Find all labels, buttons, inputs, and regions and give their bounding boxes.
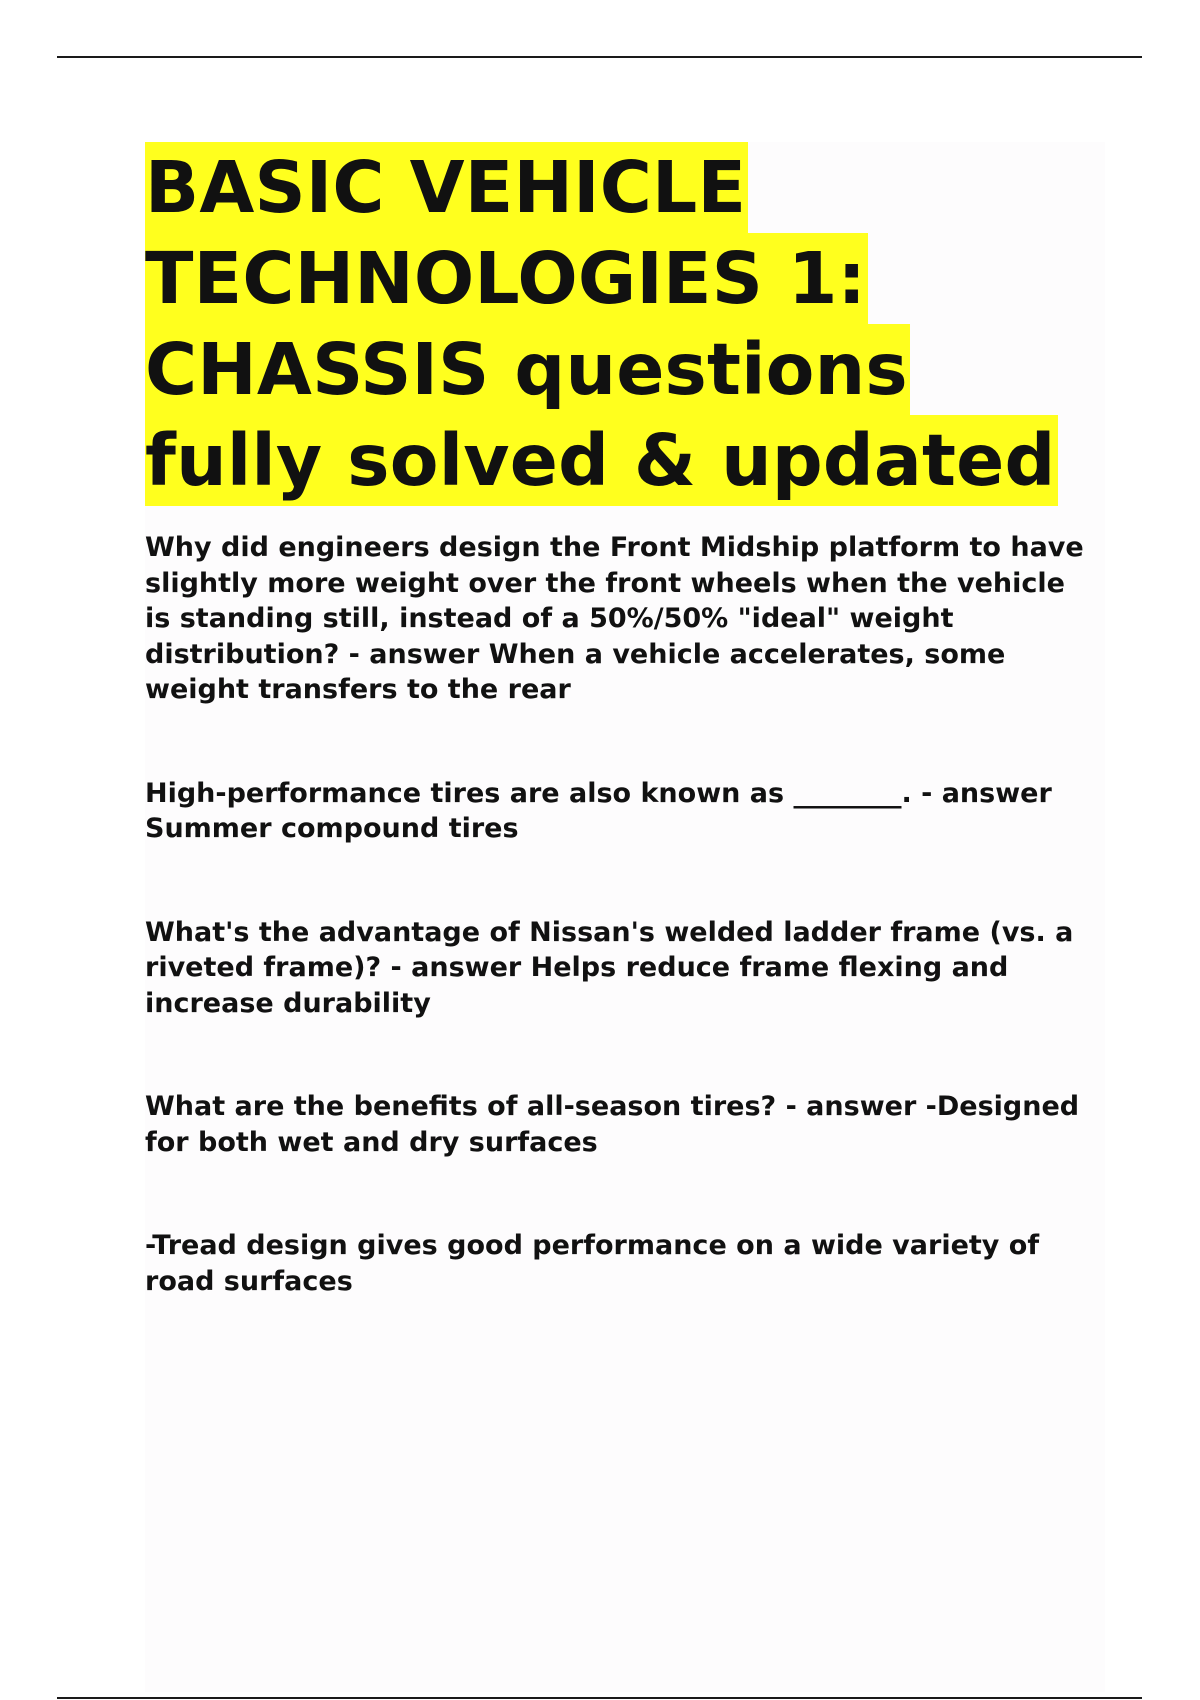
qa-entry-front-midship: Why did engineers design the Front Midship platform to have slightly more weight over the front wheels when the vehicle is standing still, instead of a 50%/50% "ideal" weight distribution? - answer When a vehicle accelerates, some weight transfers to the rear <box>145 532 1084 705</box>
document-title <box>145 142 1105 506</box>
title-line-4: fully solved & updated <box>145 415 1058 506</box>
title-line-2: TECHNOLOGIES 1: <box>145 233 868 324</box>
top-rule <box>57 56 1142 58</box>
qa-entry-welded-ladder-frame: What's the advantage of Nissan's welded ladder frame (vs. a riveted frame)? - answer Helps reduce frame flexing and increase durability <box>145 916 1074 1019</box>
qa-entry-all-season-tires: What are the benefits of all-season tires? - answer -Designed for both wet and dry surfaces <box>145 1091 1080 1158</box>
document-body <box>145 142 1105 1692</box>
title-line-3: CHASSIS questions <box>145 324 910 415</box>
title-line-1: BASIC VEHICLE <box>145 142 748 233</box>
bottom-rule <box>57 1697 1142 1699</box>
qa-entry-high-performance-tires: High-performance tires are also known as ________. - answer Summer compound tires <box>145 777 1052 844</box>
qa-entry-tread-design: -Tread design gives good performance on a wide variety of road surfaces <box>145 1230 1040 1297</box>
